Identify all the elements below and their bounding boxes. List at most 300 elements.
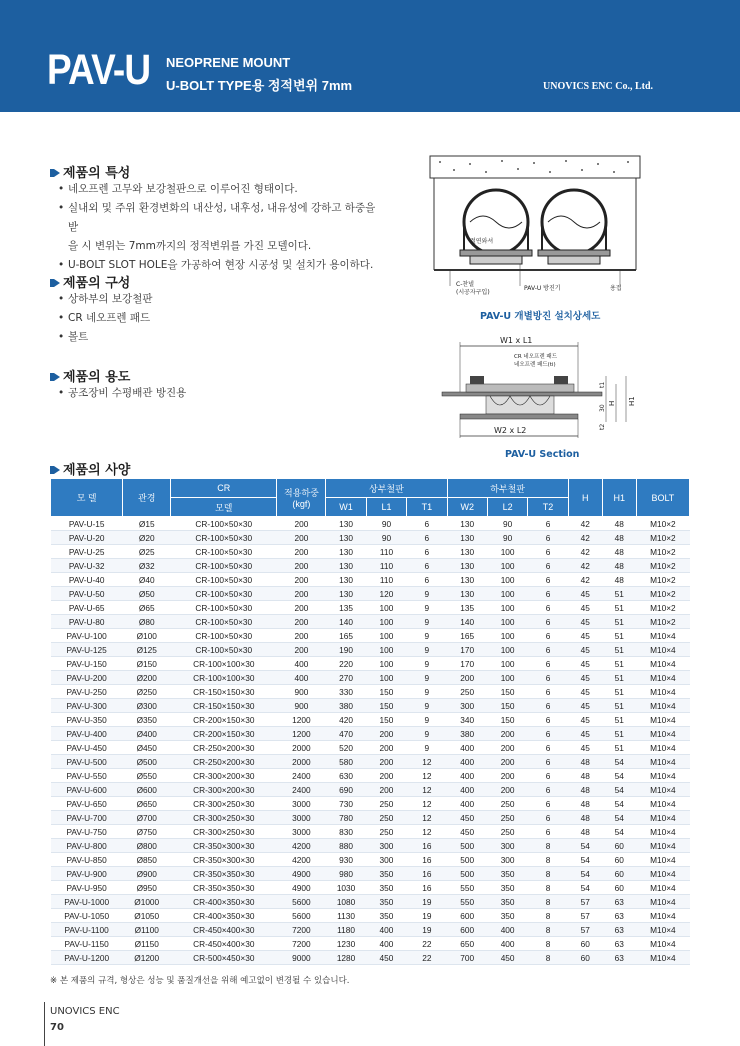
neoprene-pad-label: 네오프렌 패드(ti)	[514, 362, 556, 368]
table-cell: 150	[487, 699, 527, 713]
table-cell: 45	[568, 671, 602, 685]
table-cell: M10×4	[636, 657, 689, 671]
table-cell: PAV-U-450	[51, 741, 123, 755]
table-cell: PAV-U-700	[51, 811, 123, 825]
table-cell: PAV-U-850	[51, 853, 123, 867]
list-item: • CR 네오프렌 패드	[58, 309, 358, 328]
table-cell: M10×2	[636, 559, 689, 573]
table-cell: M10×4	[636, 671, 689, 685]
table-cell: 16	[407, 853, 447, 867]
t2-label: t2	[599, 423, 606, 430]
table-cell: 200	[366, 783, 406, 797]
cchannel-label: C-찬넬	[456, 281, 474, 288]
table-cell: 830	[326, 825, 366, 839]
table-cell: 130	[447, 587, 487, 601]
table-cell: 48	[602, 545, 636, 559]
table-cell: 8	[528, 923, 568, 937]
table-cell: 400	[487, 937, 527, 951]
table-cell: 400	[447, 797, 487, 811]
table-cell: 130	[326, 531, 366, 545]
table-cell: 200	[277, 629, 326, 643]
table-cell: 9	[407, 727, 447, 741]
table-cell: 9	[407, 601, 447, 615]
table-cell: CR-400×350×30	[171, 909, 277, 923]
table-cell: 1280	[326, 951, 366, 965]
table-cell: Ø350	[123, 713, 171, 727]
table-cell: Ø1100	[123, 923, 171, 937]
table-cell: 54	[602, 769, 636, 783]
table-cell: 200	[487, 741, 527, 755]
table-cell: 250	[487, 825, 527, 839]
table-cell: Ø550	[123, 769, 171, 783]
table-cell: 130	[447, 531, 487, 545]
table-row	[51, 923, 690, 937]
list-item: • U-BOLT SLOT HOLE을 가공하여 현장 시공성 및 설치가 용이하다.	[58, 256, 388, 275]
table-cell: M10×4	[636, 937, 689, 951]
table-cell: 63	[602, 923, 636, 937]
table-cell: 45	[568, 741, 602, 755]
table-cell: 8	[528, 853, 568, 867]
table-cell: 100	[366, 629, 406, 643]
header-cr-model: 모델	[171, 498, 277, 517]
list-item: 을 시 변위는 7mm까지의 정적변위를 가진 모델이다.	[68, 240, 312, 252]
table-cell: 3000	[277, 797, 326, 811]
table-cell: 450	[366, 951, 406, 965]
table-cell: 6	[528, 587, 568, 601]
table-cell: Ø125	[123, 643, 171, 657]
table-cell: 8	[528, 895, 568, 909]
features-heading	[50, 162, 130, 181]
table-cell: 51	[602, 657, 636, 671]
table-cell: 48	[602, 517, 636, 531]
table-cell: 9	[407, 699, 447, 713]
table-row	[51, 937, 690, 951]
spec-heading	[50, 459, 130, 478]
table-cell: 42	[568, 559, 602, 573]
table-cell: M10×4	[636, 923, 689, 937]
table-cell: Ø700	[123, 811, 171, 825]
table-cell: M10×4	[636, 741, 689, 755]
table-cell: 100	[487, 671, 527, 685]
header-l1: L1	[366, 498, 406, 517]
h1-label: H1	[628, 396, 636, 406]
table-cell: 3000	[277, 811, 326, 825]
table-cell: 6	[528, 643, 568, 657]
header-load-unit: (kgf)	[292, 499, 311, 509]
table-cell: 54	[602, 825, 636, 839]
table-cell: 90	[487, 531, 527, 545]
table-cell: 6	[528, 671, 568, 685]
table-cell: 48	[602, 531, 636, 545]
footer-company: UNOVICS ENC	[50, 1006, 120, 1017]
table-cell: CR-350×350×30	[171, 867, 277, 881]
cchannel-note: (시공자구입)	[456, 289, 490, 296]
table-cell: CR-350×300×30	[171, 853, 277, 867]
table-cell: 100	[487, 615, 527, 629]
table-cell: 6	[528, 615, 568, 629]
table-cell: 63	[602, 937, 636, 951]
table-cell: Ø750	[123, 825, 171, 839]
table-cell: 19	[407, 923, 447, 937]
table-row	[51, 867, 690, 881]
table-cell: CR-150×150×30	[171, 699, 277, 713]
table-row	[51, 643, 690, 657]
table-cell: 350	[366, 895, 406, 909]
table-cell: M10×4	[636, 853, 689, 867]
cr-pad-label: CR 네오프렌 패드	[514, 354, 558, 360]
table-cell: PAV-U-550	[51, 769, 123, 783]
table-row	[51, 825, 690, 839]
table-cell: CR-100×50×30	[171, 531, 277, 545]
table-cell: 450	[487, 951, 527, 965]
table-cell: CR-100×50×30	[171, 559, 277, 573]
table-cell: 150	[487, 713, 527, 727]
table-cell: PAV-U-65	[51, 601, 123, 615]
table-cell: 19	[407, 895, 447, 909]
table-cell: 130	[447, 545, 487, 559]
table-cell: 9	[407, 615, 447, 629]
table-cell: M10×2	[636, 587, 689, 601]
table-cell: PAV-U-800	[51, 839, 123, 853]
table-cell: 54	[568, 867, 602, 881]
table-cell: 200	[366, 727, 406, 741]
table-cell: PAV-U-50	[51, 587, 123, 601]
list-item: • 상하부의 보강철판	[58, 290, 358, 309]
table-cell: 48	[568, 755, 602, 769]
table-cell: 200	[277, 573, 326, 587]
header-load-label: 적용하중	[284, 488, 319, 498]
table-cell: 45	[568, 657, 602, 671]
spec-table-body	[51, 517, 690, 965]
table-cell: 170	[447, 643, 487, 657]
table-cell: 130	[447, 573, 487, 587]
table-cell: PAV-U-350	[51, 713, 123, 727]
table-cell: 270	[326, 671, 366, 685]
table-cell: PAV-U-600	[51, 783, 123, 797]
table-cell: 350	[487, 881, 527, 895]
table-cell: Ø950	[123, 881, 171, 895]
table-cell: Ø150	[123, 657, 171, 671]
table-cell: 630	[326, 769, 366, 783]
table-cell: 2400	[277, 783, 326, 797]
table-cell: PAV-U-40	[51, 573, 123, 587]
table-cell: M10×4	[636, 951, 689, 965]
table-cell: CR-250×200×30	[171, 741, 277, 755]
table-cell: 550	[447, 895, 487, 909]
table-cell: 340	[447, 713, 487, 727]
footer-divider	[44, 1002, 45, 1046]
table-cell: CR-200×150×30	[171, 713, 277, 727]
table-cell: 200	[277, 545, 326, 559]
section-caption: PAV-U Section	[505, 449, 580, 460]
table-cell: 400	[447, 741, 487, 755]
table-cell: PAV-U-125	[51, 643, 123, 657]
table-cell: 170	[447, 657, 487, 671]
table-cell: 380	[326, 699, 366, 713]
table-cell: PAV-U-1100	[51, 923, 123, 937]
table-cell: 45	[568, 713, 602, 727]
table-cell: 6	[528, 713, 568, 727]
table-cell: M10×4	[636, 909, 689, 923]
table-cell: PAV-U-750	[51, 825, 123, 839]
table-cell: 100	[487, 629, 527, 643]
table-cell: M10×4	[636, 629, 689, 643]
table-cell: 6	[528, 601, 568, 615]
table-cell: PAV-U-650	[51, 797, 123, 811]
table-cell: 48	[602, 573, 636, 587]
table-row	[51, 797, 690, 811]
table-cell: 6	[528, 825, 568, 839]
table-cell: CR-100×50×30	[171, 629, 277, 643]
list-item: • 실내외 및 주위 환경변화의 내산성, 내후성, 내유성에 강하고 하중을 받	[58, 199, 388, 237]
page-header	[0, 0, 740, 112]
table-cell: PAV-U-20	[51, 531, 123, 545]
table-cell: 300	[487, 853, 527, 867]
table-cell: 12	[407, 783, 447, 797]
table-cell: CR-300×200×30	[171, 783, 277, 797]
table-cell: 150	[366, 699, 406, 713]
table-cell: 54	[602, 811, 636, 825]
table-cell: 6	[528, 629, 568, 643]
table-cell: M10×4	[636, 769, 689, 783]
table-cell: 6	[528, 657, 568, 671]
table-row	[51, 727, 690, 741]
table-cell: Ø800	[123, 839, 171, 853]
spec-note: ※ 본 제품의 규격, 형상은 성능 및 품질개선을 위해 예고없이 변경될 수 있습니다.	[50, 976, 350, 986]
isolator-label: PAV-U 방진기	[524, 285, 561, 292]
table-cell: Ø600	[123, 783, 171, 797]
table-cell: 300	[447, 699, 487, 713]
table-cell: 550	[447, 881, 487, 895]
table-cell: 130	[447, 517, 487, 531]
table-cell: PAV-U-1150	[51, 937, 123, 951]
table-cell: CR-100×50×30	[171, 643, 277, 657]
table-cell: CR-100×50×30	[171, 615, 277, 629]
table-cell: CR-300×250×30	[171, 811, 277, 825]
table-cell: 100	[487, 545, 527, 559]
table-row	[51, 895, 690, 909]
table-cell: 54	[568, 853, 602, 867]
table-cell: 730	[326, 797, 366, 811]
table-cell: 45	[568, 615, 602, 629]
table-cell: 42	[568, 573, 602, 587]
table-cell: 130	[326, 587, 366, 601]
table-cell: PAV-U-950	[51, 881, 123, 895]
table-cell: 6	[528, 559, 568, 573]
table-cell: 200	[487, 783, 527, 797]
table-cell: 130	[326, 573, 366, 587]
table-cell: 6	[528, 783, 568, 797]
table-cell: 9	[407, 643, 447, 657]
table-cell: 16	[407, 839, 447, 853]
table-cell: Ø400	[123, 727, 171, 741]
table-cell: M10×4	[636, 643, 689, 657]
table-cell: 500	[447, 839, 487, 853]
table-cell: 45	[568, 727, 602, 741]
product-subtitle: U-BOLT TYPE용 정적변위 7mm	[166, 78, 353, 93]
table-cell: 51	[602, 643, 636, 657]
table-cell: 250	[366, 797, 406, 811]
table-cell: 450	[447, 825, 487, 839]
spec-table	[50, 478, 690, 965]
table-cell: 350	[366, 909, 406, 923]
table-cell: 19	[407, 909, 447, 923]
table-cell: 5600	[277, 909, 326, 923]
table-cell: 100	[487, 587, 527, 601]
table-cell: Ø900	[123, 867, 171, 881]
dim-top-label: W1 x L1	[500, 336, 533, 345]
table-cell: 45	[568, 587, 602, 601]
table-cell: 4900	[277, 881, 326, 895]
dim-bottom-label: W2 x L2	[494, 426, 527, 435]
table-cell: 200	[487, 769, 527, 783]
table-cell: 48	[568, 769, 602, 783]
table-cell: 900	[277, 685, 326, 699]
table-cell: PAV-U-25	[51, 545, 123, 559]
table-cell: 9	[407, 657, 447, 671]
table-cell: 6	[528, 545, 568, 559]
header-h: H	[568, 479, 602, 517]
table-cell: Ø850	[123, 853, 171, 867]
table-cell: 16	[407, 881, 447, 895]
table-row	[51, 615, 690, 629]
table-cell: 1130	[326, 909, 366, 923]
table-cell: 930	[326, 853, 366, 867]
table-cell: 135	[447, 601, 487, 615]
table-cell: PAV-U-32	[51, 559, 123, 573]
table-cell: CR-250×200×30	[171, 755, 277, 769]
table-cell: 9	[407, 685, 447, 699]
table-cell: PAV-U-200	[51, 671, 123, 685]
table-cell: 51	[602, 671, 636, 685]
table-cell: M10×2	[636, 573, 689, 587]
table-row	[51, 951, 690, 965]
table-cell: 60	[602, 853, 636, 867]
header-lower: 하부철판	[447, 479, 568, 498]
table-cell: 4200	[277, 839, 326, 853]
table-cell: 200	[277, 517, 326, 531]
table-cell: 6	[528, 699, 568, 713]
table-cell: 250	[487, 797, 527, 811]
table-cell: 51	[602, 629, 636, 643]
header-h1: H1	[602, 479, 636, 517]
weld-label: 용접	[610, 285, 622, 292]
table-cell: 1200	[277, 727, 326, 741]
usage-title: 제품의 용도	[63, 370, 131, 385]
table-cell: 100	[487, 601, 527, 615]
table-row	[51, 909, 690, 923]
header-bolt: BOLT	[636, 479, 689, 517]
table-cell: 690	[326, 783, 366, 797]
table-cell: M10×4	[636, 839, 689, 853]
table-cell: 51	[602, 601, 636, 615]
table-cell: 42	[568, 545, 602, 559]
table-cell: CR-150×150×30	[171, 685, 277, 699]
table-cell: Ø40	[123, 573, 171, 587]
table-cell: 200	[366, 755, 406, 769]
table-cell: Ø450	[123, 741, 171, 755]
table-row	[51, 671, 690, 685]
features-list	[58, 180, 388, 275]
usage-heading	[50, 366, 130, 385]
header-l2: L2	[487, 498, 527, 517]
table-cell: 6	[528, 741, 568, 755]
table-row	[51, 699, 690, 713]
table-cell: 60	[568, 937, 602, 951]
table-cell: 6	[528, 531, 568, 545]
table-cell: 60	[602, 867, 636, 881]
table-cell: 60	[602, 881, 636, 895]
table-cell: 250	[366, 825, 406, 839]
table-cell: 110	[366, 559, 406, 573]
table-cell: Ø15	[123, 517, 171, 531]
installation-diagram	[420, 152, 650, 302]
table-cell: 400	[366, 923, 406, 937]
table-cell: 2400	[277, 769, 326, 783]
table-row	[51, 601, 690, 615]
table-cell: 400	[487, 923, 527, 937]
table-cell: 150	[487, 685, 527, 699]
table-cell: 100	[487, 573, 527, 587]
model-title: PAV-U	[47, 46, 151, 94]
table-row	[51, 755, 690, 769]
table-cell: 63	[602, 951, 636, 965]
table-cell: M10×4	[636, 881, 689, 895]
table-cell: 300	[366, 839, 406, 853]
page-number: 70	[50, 1022, 64, 1033]
table-cell: 8	[528, 867, 568, 881]
table-cell: Ø80	[123, 615, 171, 629]
table-cell: 200	[487, 727, 527, 741]
table-cell: M10×4	[636, 713, 689, 727]
table-cell: 200	[277, 615, 326, 629]
table-cell: 42	[568, 531, 602, 545]
h-label: H	[608, 400, 616, 406]
table-cell: 400	[277, 671, 326, 685]
section-marker-icon	[50, 465, 60, 475]
table-cell: 6	[528, 685, 568, 699]
table-cell: M10×2	[636, 517, 689, 531]
table-cell: 6	[528, 769, 568, 783]
table-cell: 45	[568, 629, 602, 643]
table-cell: 12	[407, 825, 447, 839]
table-cell: 400	[447, 783, 487, 797]
table-cell: 130	[447, 559, 487, 573]
table-cell: 190	[326, 643, 366, 657]
table-cell: PAV-U-100	[51, 629, 123, 643]
table-cell: 63	[602, 909, 636, 923]
table-cell: CR-200×150×30	[171, 727, 277, 741]
table-row	[51, 559, 690, 573]
table-cell: 1230	[326, 937, 366, 951]
header-upper: 상부철판	[326, 479, 447, 498]
table-cell: 200	[277, 643, 326, 657]
table-cell: 12	[407, 797, 447, 811]
table-cell: 350	[366, 881, 406, 895]
table-cell: M10×4	[636, 685, 689, 699]
table-cell: 90	[487, 517, 527, 531]
table-cell: 16	[407, 867, 447, 881]
table-cell: 6	[407, 531, 447, 545]
table-cell: 500	[447, 867, 487, 881]
table-cell: 880	[326, 839, 366, 853]
table-cell: 9	[407, 671, 447, 685]
table-cell: 780	[326, 811, 366, 825]
table-cell: 45	[568, 699, 602, 713]
table-cell: PAV-U-400	[51, 727, 123, 741]
composition-title: 제품의 구성	[63, 276, 131, 291]
table-cell: 51	[602, 615, 636, 629]
